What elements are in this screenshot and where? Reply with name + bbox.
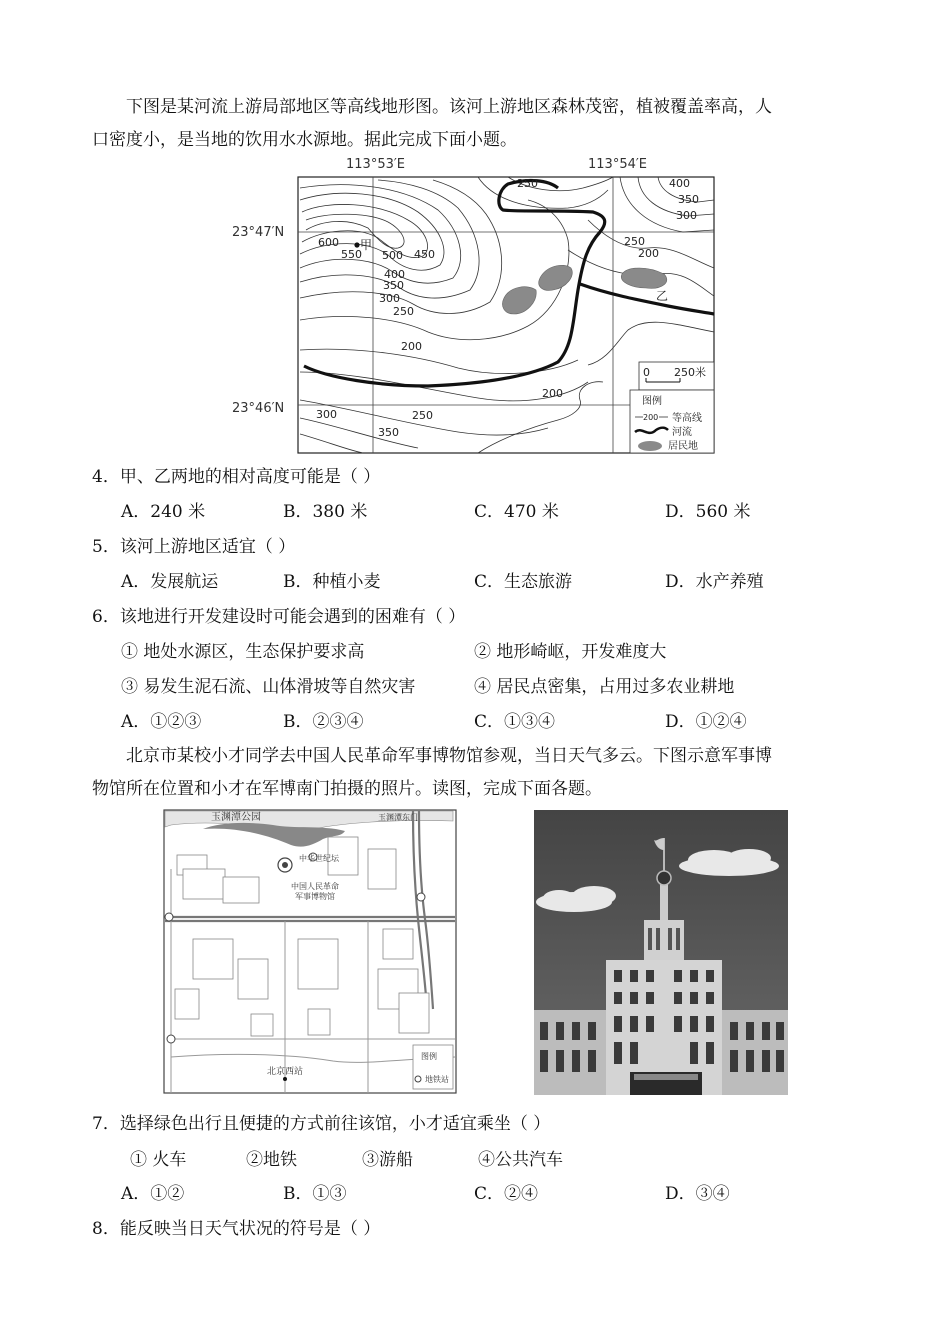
q4-option-d[interactable]: D．560 米 <box>665 502 751 522</box>
q4-stem: 4．甲、乙两地的相对高度可能是（ ） <box>92 467 381 487</box>
q5-option-a[interactable]: A．发展航运 <box>121 572 219 592</box>
q4-option-c[interactable]: C．470 米 <box>474 502 559 522</box>
contour-label: 200 <box>638 247 659 260</box>
contour-map <box>228 150 728 460</box>
intro2-line1: 北京市某校小才同学去中国人民革命军事博物馆参观，当日天气多云。下图示意军事博 <box>126 746 772 766</box>
q5-option-c[interactable]: C．生态旅游 <box>474 572 573 592</box>
lon-left-label: 113°53′E <box>346 157 406 172</box>
q6-statement-2: ② 地形崎岖，开发难度大 <box>474 642 667 662</box>
legend-contour: 等高线 <box>672 413 702 424</box>
contour-label: 550 <box>341 248 362 261</box>
legend-title: 图例 <box>642 396 662 407</box>
contour-label: 250 <box>624 235 645 248</box>
q4-option-a[interactable]: A．240 米 <box>121 502 206 522</box>
q6-statement-1: ① 地处水源区，生态保护要求高 <box>121 642 365 662</box>
q6-option-a[interactable]: A．①②③ <box>121 712 202 732</box>
contour-label: 300 <box>379 292 400 305</box>
q7-choice-1: ① 火车 <box>130 1150 187 1170</box>
intro1-line2: 口密度小，是当地的饮用水水源地。据此完成下面小题。 <box>92 130 517 150</box>
museum-photo <box>534 810 788 1095</box>
q7-option-c[interactable]: C．②④ <box>474 1184 539 1204</box>
legend-river: 河流 <box>672 427 692 438</box>
q8-stem: 8．能反映当日天气状况的符号是（ ） <box>92 1219 381 1239</box>
lon-right-label: 113°54′E <box>588 157 648 172</box>
altar-label: 中华世纪坛 <box>299 854 339 863</box>
legend-contour-value: 200 <box>643 413 659 422</box>
q4-option-b[interactable]: B．380 米 <box>283 502 368 522</box>
contour-label: 350 <box>378 426 399 439</box>
q6-option-b[interactable]: B．②③④ <box>283 712 364 732</box>
q6-statement-4: ④ 居民点密集，占用过多农业耕地 <box>474 677 735 697</box>
contour-label: 400 <box>669 177 690 190</box>
point-jia: 甲 <box>360 238 373 252</box>
contour-label: 300 <box>676 209 697 222</box>
contour-label: 350 <box>383 279 404 292</box>
q6-option-d[interactable]: D．①②④ <box>665 712 747 732</box>
street-legend-title: 图例 <box>421 1052 437 1061</box>
street-legend-metro: 地铁站 <box>425 1075 449 1084</box>
contour-label: 250 <box>517 177 538 190</box>
street-map <box>163 809 457 1094</box>
q7-option-d[interactable]: D．③④ <box>665 1184 730 1204</box>
park-label: 玉渊潭公园 <box>211 812 261 823</box>
contour-label: 350 <box>678 193 699 206</box>
museum-label-2: 军事博物馆 <box>295 892 335 901</box>
contour-label: 300 <box>316 408 337 421</box>
q6-option-c[interactable]: C．①③④ <box>474 712 556 732</box>
q7-stem: 7．选择绿色出行且便捷的方式前往该馆，小才适宜乘坐（ ） <box>92 1114 551 1134</box>
station-label: 北京西站 <box>267 1067 304 1077</box>
q7-choice-2: ②地铁 <box>246 1150 297 1170</box>
q6-stem: 6．该地进行开发建设时可能会遇到的困难有（ ） <box>92 607 466 627</box>
scale-text: 250米 <box>674 366 706 379</box>
contour-label: 250 <box>393 305 414 318</box>
q5-option-d[interactable]: D．水产养殖 <box>665 572 764 592</box>
contour-label: 600 <box>318 236 339 249</box>
contour-label: 450 <box>414 248 435 261</box>
q7-choice-3: ③游船 <box>362 1150 413 1170</box>
q7-option-a[interactable]: A．①② <box>121 1184 185 1204</box>
lat-top-label: 23°47′N <box>232 225 285 240</box>
contour-label: 200 <box>542 387 563 400</box>
contour-label: 400 <box>384 268 405 281</box>
museum-label-1: 中国人民革命 <box>291 882 339 891</box>
lat-bottom-label: 23°46′N <box>232 401 285 416</box>
east-gate-label: 玉渊潭东门 <box>378 813 418 822</box>
q5-option-b[interactable]: B．种植小麦 <box>283 572 381 592</box>
contour-label: 200 <box>401 340 422 353</box>
point-yi: 乙 <box>656 289 669 303</box>
contour-label: 500 <box>382 249 403 262</box>
q5-stem: 5．该河上游地区适宜（ ） <box>92 537 296 557</box>
q6-statement-3: ③ 易发生泥石流、山体滑坡等自然灾害 <box>121 677 416 697</box>
q7-option-b[interactable]: B．①③ <box>283 1184 347 1204</box>
legend-settlement: 居民地 <box>668 441 698 452</box>
intro1-line1: 下图是某河流上游局部地区等高线地形图。该河上游地区森林茂密，植被覆盖率高，人 <box>126 97 772 117</box>
scale-zero: 0 <box>643 366 650 379</box>
contour-label: 250 <box>412 409 433 422</box>
intro2-line2: 物馆所在位置和小才在军博南门拍摄的照片。读图，完成下面各题。 <box>92 779 602 799</box>
q7-choice-4: ④公共汽车 <box>478 1150 563 1170</box>
